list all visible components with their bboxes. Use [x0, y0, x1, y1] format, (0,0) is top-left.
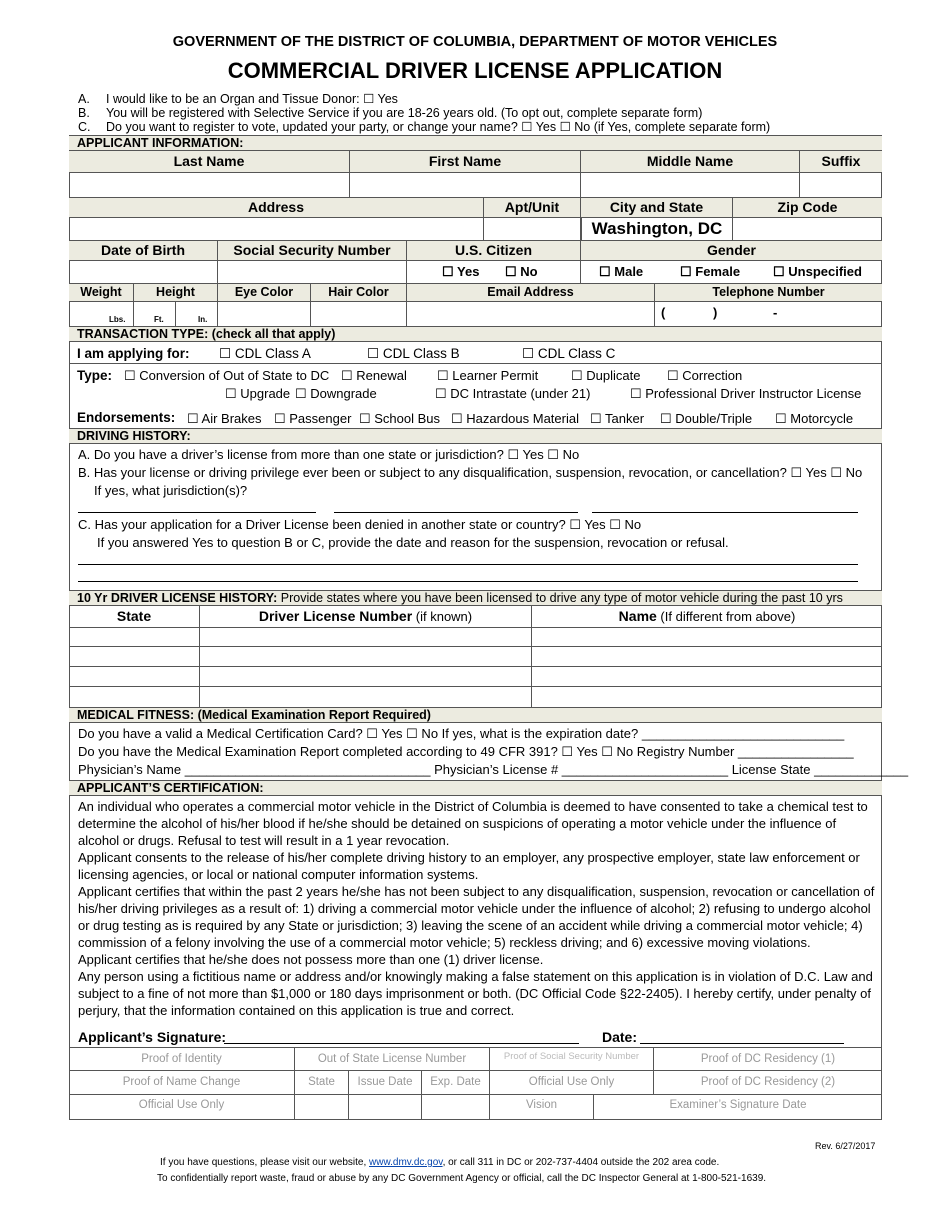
- revision-date: Rev. 6/27/2017: [815, 1141, 876, 1151]
- physician-info-line[interactable]: Physician’s Name __________________________________ Physician’s License # _______________________ License State _____________: [78, 762, 909, 777]
- hazmat-checkbox[interactable]: ☐ Hazardous Material: [451, 411, 579, 426]
- suffix-label: Suffix: [821, 153, 861, 169]
- tanker-checkbox[interactable]: ☐ Tanker: [590, 411, 645, 426]
- history-state-label: State: [69, 606, 200, 627]
- eye-color-label: Eye Color: [218, 284, 311, 301]
- medical-card-question[interactable]: Do you have a valid a Medical Certification Card? ☐ Yes ☐ No If yes, what is the expiration date? ____________________________: [78, 726, 845, 741]
- citizen-options: [407, 261, 581, 283]
- signature-line[interactable]: [224, 1043, 579, 1044]
- dmv-website-link[interactable]: www.dmv.dc.gov: [369, 1157, 443, 1168]
- cert-paragraph-4: Applicant certifies that he/she does not possess more than one (1) driver license.: [78, 952, 544, 967]
- gender-label: Gender: [706, 242, 756, 258]
- gender-unspecified-checkbox[interactable]: ☐ Unspecified: [773, 264, 862, 279]
- section-transaction: TRANSACTION TYPE: (check all that apply): [69, 326, 882, 342]
- dob-input-row: [69, 261, 882, 284]
- jurisdiction-line-1[interactable]: [78, 512, 316, 513]
- address-label: Address: [69, 198, 484, 217]
- jurisdiction-line-3[interactable]: [592, 512, 858, 513]
- passenger-checkbox[interactable]: ☐ Passenger: [274, 411, 352, 426]
- school-bus-checkbox[interactable]: ☐ School Bus: [359, 411, 441, 426]
- address-field[interactable]: [69, 218, 484, 240]
- citizen-label: U.S. Citizen: [407, 241, 581, 260]
- renewal-checkbox[interactable]: ☐ Renewal: [341, 368, 407, 383]
- apt-field[interactable]: [484, 218, 581, 240]
- ssn-label: Social Security Number: [218, 241, 407, 260]
- apt-label: Apt/Unit: [484, 198, 581, 217]
- hair-color-label: Hair Color: [311, 284, 407, 301]
- section-medical: MEDICAL FITNESS: (Medical Examination Report Required): [69, 707, 882, 723]
- medical-report-question[interactable]: Do you have the Medical Examination Report completed according to 49 CFR 391? ☐ Yes ☐ No Registry Number ________________: [78, 744, 854, 759]
- signature-label: Applicant’s Signature:: [78, 1029, 227, 1045]
- gender-options: [581, 261, 882, 283]
- cert-paragraph-3: Applicant certifies that within the past 2 years he/she has not been subject to any disqualification, suspension, revocation or cancellation of his/her driving privileges as a result of: 1) driving a commercial motor vehicle under the influence of alcohol; 2) refusing to undergo alcohol or drug testing as is required by any State or jurisdiction; 3) leaving the scene of an accident while driving a commercial motor vehicle; 4) commission of a felony involving the use of a commercial motor vehicle; 5) reckless driving; and 6) excessive moving violations.: [78, 884, 875, 950]
- email-field[interactable]: [407, 302, 655, 326]
- name-header-row: [69, 151, 882, 173]
- question-a[interactable]: A. Do you have a driver’s license from more than one state or jurisdiction? ☐ Yes ☐ No: [78, 447, 580, 462]
- question-b[interactable]: B. Has your license or driving privilege ever been or subject to any disqualification, suspension, revocation, or cancellation? ☐ Yes ☐ No: [78, 465, 863, 480]
- dob-field[interactable]: [69, 261, 218, 283]
- history-row: [69, 667, 882, 687]
- agency-header: GOVERNMENT OF THE DISTRICT OF COLUMBIA, DEPARTMENT OF MOTOR VEHICLES: [172, 34, 778, 50]
- height-label: Height: [134, 284, 218, 301]
- citizen-yes-checkbox[interactable]: ☐ Yes: [442, 264, 480, 279]
- section-certification: APPLICANT’S CERTIFICATION:: [69, 780, 882, 796]
- applying-row: [69, 342, 882, 364]
- city-state-value: Washington, DC: [581, 218, 733, 240]
- section-applicant: APPLICANT INFORMATION:: [69, 135, 882, 151]
- intrastate-checkbox[interactable]: ☐ DC Intrastate (under 21): [435, 386, 591, 401]
- reason-line-2[interactable]: [78, 581, 858, 582]
- history-header-row: [69, 606, 882, 628]
- middle-name-label: Middle Name: [581, 151, 800, 172]
- footer-inspector-general: To confidentially report waste, fraud or abuse by any DC Government Agency or official, call the DC Inspector General at 1-800-521-1639.: [157, 1173, 767, 1184]
- cdl-class-a-checkbox[interactable]: ☐ CDL Class A: [219, 346, 311, 361]
- citizen-no-checkbox[interactable]: ☐ No: [505, 264, 538, 279]
- duplicate-checkbox[interactable]: ☐ Duplicate: [571, 368, 641, 383]
- history-row: [69, 687, 882, 707]
- last-name-label: Last Name: [69, 151, 350, 172]
- cert-paragraph-2: Applicant consents to the release of his/her complete driving history to an employer, any prospective employer, state law enforcement or licensing agencies, or local or national computer information systems.: [78, 850, 860, 882]
- physical-input-row: [69, 302, 882, 326]
- instructor-license-checkbox[interactable]: ☐ Professional Driver Instructor License: [630, 386, 862, 401]
- motorcycle-checkbox[interactable]: ☐ Motorcycle: [775, 411, 854, 426]
- hair-color-field[interactable]: [311, 302, 407, 326]
- office-row-2: Proof of Name Change State Issue Date Exp. Date Official Use Only Proof of DC Residency (2): [69, 1071, 882, 1095]
- certification-text: [78, 798, 878, 1019]
- history-dl-label: Driver License Number (if known): [200, 606, 532, 627]
- office-row-1: Proof of Identity Out of State License Number Proof of Social Security Number Proof of DC Residency (1): [69, 1047, 882, 1071]
- jurisdiction-line-2[interactable]: [334, 512, 578, 513]
- city-state-label: City and State: [581, 198, 733, 217]
- eye-color-field[interactable]: [218, 302, 311, 326]
- question-c[interactable]: C. Has your application for a Driver License been denied in another state or country? ☐ Yes ☐ No: [78, 517, 642, 532]
- cert-paragraph-5: Any person using a fictitious name or address and/or knowingly making a false statement on this application is in violation of D.C. Law and subject to a fine of not more than $1,000 or 180 days imprisonment or both. (DC Official Code §22-2405). I hereby certify, under penalty of perjury, that the information contained on this application is true and correct.: [78, 969, 873, 1018]
- height-in-field[interactable]: In.: [176, 302, 218, 326]
- correction-checkbox[interactable]: ☐ Correction: [667, 368, 743, 383]
- address-header-row: [69, 198, 882, 218]
- gender-male-checkbox[interactable]: ☐ Male: [599, 264, 644, 279]
- history-row: [69, 647, 882, 667]
- email-label: Email Address: [407, 284, 655, 301]
- date-label: Date:: [602, 1029, 638, 1045]
- downgrade-checkbox[interactable]: ☐ Downgrade: [295, 386, 377, 401]
- dob-header-row: [69, 241, 882, 261]
- zip-label: Zip Code: [777, 199, 838, 215]
- name-input-row: [69, 173, 882, 198]
- last-name-field[interactable]: [69, 173, 350, 197]
- section-driving-history: DRIVING HISTORY:: [69, 428, 882, 444]
- type-block: [69, 364, 882, 428]
- air-brakes-checkbox[interactable]: ☐ Air Brakes: [187, 411, 262, 426]
- learner-permit-checkbox[interactable]: ☐ Learner Permit: [437, 368, 539, 383]
- conversion-checkbox[interactable]: ☐ Conversion of Out of State to DC: [124, 368, 330, 383]
- reason-line-1[interactable]: [78, 564, 858, 565]
- physical-header-row: [69, 284, 882, 302]
- question-c-followup: If you answered Yes to question B or C, provide the date and reason for the suspension, revocation or refusal.: [97, 535, 729, 550]
- question-b-followup: If yes, what jurisdiction(s)?: [94, 483, 248, 498]
- type-label: Type:: [77, 368, 113, 383]
- cert-paragraph-1: An individual who operates a commercial motor vehicle in the District of Columbia is deemed to have consented to take a chemical test to determine the alcohol of his/her blood if he/she should be detained on suspicions of operating a motor vehicle under the influence of alcohol or drugs. Refusal to test will result in a 1 year revocation.: [78, 799, 868, 848]
- intro-c: C. Do you want to register to vote, updated your party, or change your name? ☐ Yes ☐ No (if Yes, complete separate form): [78, 120, 771, 134]
- history-name-label: Name (If different from above): [618, 608, 796, 624]
- cdl-class-c-checkbox[interactable]: ☐ CDL Class C: [522, 346, 616, 361]
- upgrade-checkbox[interactable]: ☐ Upgrade: [225, 386, 291, 401]
- intro-b: B. You will be registered with Selective Service if you are 18-26 years old. (To opt out, complete separate form): [78, 106, 703, 120]
- section-license-history: 10 Yr DRIVER LICENSE HISTORY: Provide states where you have been licensed to drive any type of motor vehicle during the past 10 yrs: [69, 590, 882, 606]
- phone-field[interactable]: ( ) -: [661, 305, 778, 320]
- double-triple-checkbox[interactable]: ☐ Double/Triple: [660, 411, 753, 426]
- office-row-3: Official Use Only Vision Examiner’s Signature Date: [69, 1095, 882, 1119]
- zip-field[interactable]: [733, 218, 882, 240]
- applying-label: I am applying for:: [77, 346, 190, 361]
- cdl-class-b-checkbox[interactable]: ☐ CDL Class B: [367, 346, 460, 361]
- footer-contact: If you have questions, please visit our website, www.dmv.dc.gov, or call 311 in DC or 202-737-4404 outside the 202 area code.: [160, 1157, 720, 1168]
- first-name-label: First Name: [350, 151, 581, 172]
- date-line[interactable]: [640, 1043, 844, 1044]
- phone-label: Telephone Number: [712, 285, 825, 299]
- endorsements-label: Endorsements:: [77, 410, 176, 425]
- history-row: [69, 628, 882, 647]
- form-title: COMMERCIAL DRIVER LICENSE APPLICATION: [227, 58, 723, 83]
- weight-field[interactable]: Lbs.: [69, 302, 134, 326]
- first-name-field[interactable]: [350, 173, 581, 197]
- middle-name-field[interactable]: [581, 173, 800, 197]
- height-ft-field[interactable]: Ft.: [134, 302, 176, 326]
- dob-label: Date of Birth: [69, 241, 218, 260]
- weight-label: Weight: [69, 284, 134, 301]
- intro-a: A. I would like to be an Organ and Tissue Donor: ☐ Yes: [78, 92, 398, 106]
- ssn-field[interactable]: [218, 261, 407, 283]
- address-input-row: [69, 218, 882, 241]
- suffix-field[interactable]: [800, 173, 882, 197]
- gender-female-checkbox[interactable]: ☐ Female: [680, 264, 741, 279]
